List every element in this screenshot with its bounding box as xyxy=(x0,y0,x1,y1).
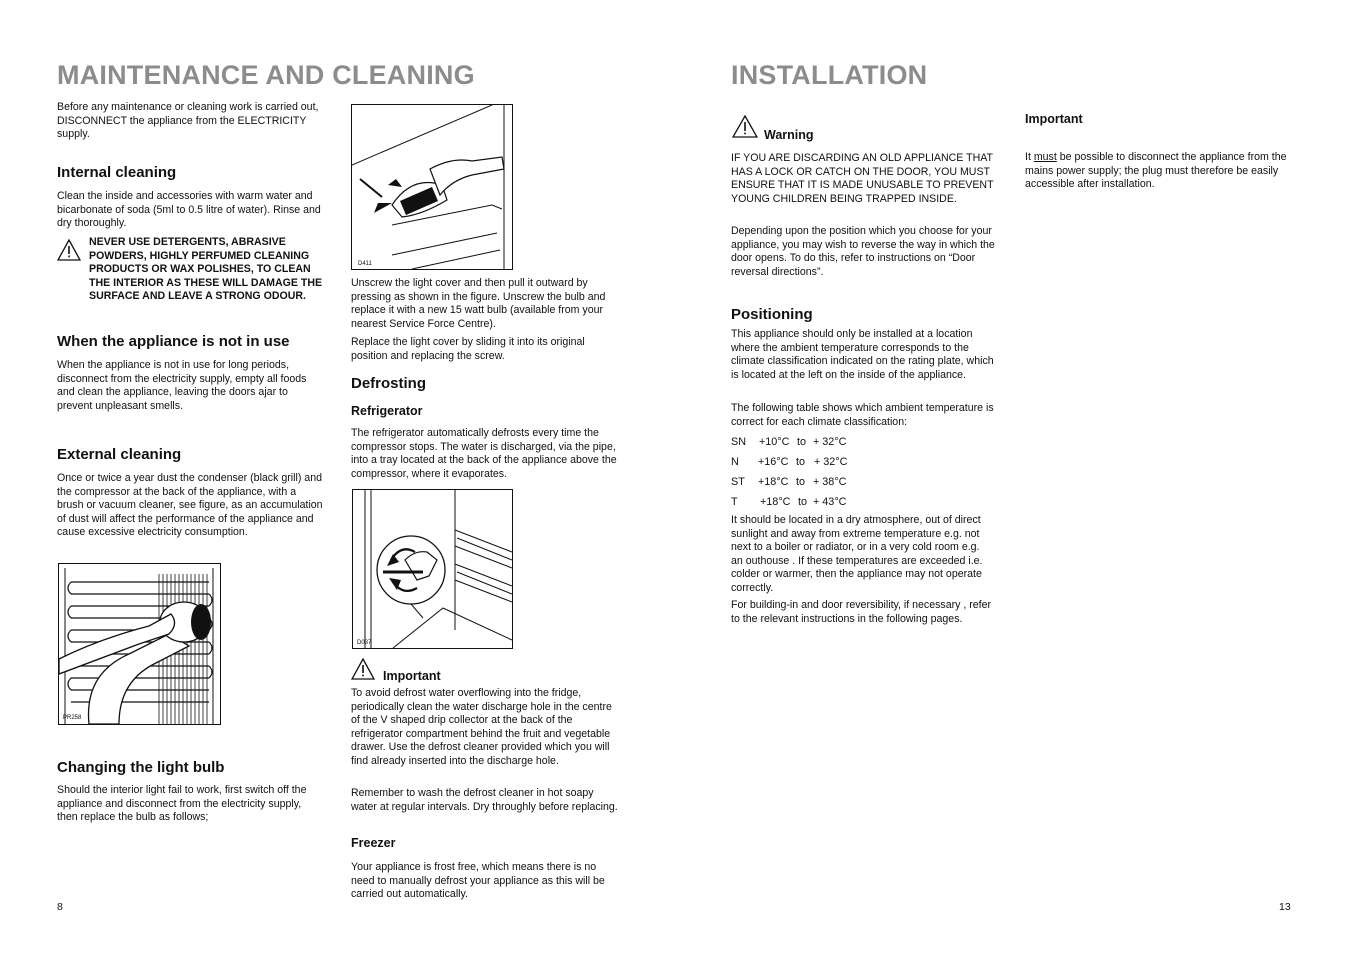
positioning-text-2: It should be located in a dry atmosphere, out of direct sunlight and away from extreme temperature e.g. not next to a boiler or radiator, or in a very cold room e.g. an outhouse . If these temperatures are exceeded i.e. colder or warmer, then the appliance may not operate correctly. xyxy=(731,514,983,594)
climate-class: T xyxy=(731,496,738,508)
external-cleaning-text: Once or twice a year dust the condenser (black grill) and the compressor at the back of the appliance, with a brush or vacuum cleaner, see figure, as an accumulation of dust will affect the performance of the appliance and cause excessive electricity consumption. xyxy=(57,472,323,539)
refrigerator-text: The refrigerator automatically defrosts every time the compressor stops. The water is discharged, via the pipe, into a tray located at the back of the appliance above the compressor, where it evaporates. xyxy=(351,427,617,480)
positioning-heading: Positioning xyxy=(731,306,813,323)
freezer-text: Your appliance is frost free, which means there is no need to manually defrost your appliance as this will be carried out automatically. xyxy=(351,861,605,901)
right-page-number: 13 xyxy=(1279,901,1291,913)
climate-class: N xyxy=(731,456,739,468)
refrigerator-heading: Refrigerator xyxy=(351,404,423,418)
installation-warning-text: IF YOU ARE DISCARDING AN OLD APPLIANCE THAT HAS A LOCK OR CATCH ON THE DOOR, YOU MUST ENSURE THAT IT IS MADE UNUSABLE TO PREVENT YOUNG CHILDREN BEING TRAPPED INSIDE. xyxy=(731,152,994,205)
climate-to: + 43°C xyxy=(813,496,847,508)
climate-to: + 32°C xyxy=(814,456,848,468)
climate-from: +18°C xyxy=(760,496,791,508)
climate-from: +16°C xyxy=(758,456,789,468)
not-in-use-heading: When the appliance is not in use xyxy=(57,333,290,350)
defrosting-heading: Defrosting xyxy=(351,375,426,392)
condenser-figure-code: PR258 xyxy=(63,715,82,721)
climate-class: ST xyxy=(731,476,745,488)
climate-class: SN xyxy=(731,436,746,448)
defrost-important-text: To avoid defrost water overflowing into the fridge, periodically clean the water discharge hole in the centre of the V shaped drip collector at the back of the refrigerator compartment behind the fruit and vegetable drawer. Use the defrost cleaner provided which you will find already inserted into the discharge hole. xyxy=(351,687,612,767)
positioning-text-3: For building-in and door reversibility, if necessary , refer to the relevant instructions in the following pages. xyxy=(731,599,992,625)
climate-to-word: to xyxy=(796,476,806,488)
internal-cleaning-text: Clean the inside and accessories with warm water and bicarbonate of soda (5ml to 0.5 litre of water). Rinse and dry thoroughly. xyxy=(57,190,321,230)
internal-cleaning-warning: NEVER USE DETERGENTS, ABRASIVE POWDERS, HIGHLY PERFUMED CLEANING PRODUCTS OR WAX POLISHES, TO CLEAN THE INTERIOR AS THESE WILL DAMAGE THE SURFACE AND LEAVE A STRONG ODOUR. xyxy=(89,236,323,303)
light-figure-code: D411 xyxy=(358,261,372,267)
positioning-text: This appliance should only be installed at a location where the ambient temperature corresponds to the climate classification indicated on the rating plate, which is located at the left on the inside of the appliance. xyxy=(731,328,994,381)
condenser-cleaning-figure xyxy=(58,563,221,725)
light-bulb-text-3: Replace the light cover by sliding it into its original position and replacing the screw. xyxy=(351,336,585,362)
freezer-heading: Freezer xyxy=(351,836,396,850)
not-in-use-text: When the appliance is not in use for long periods, disconnect from the electricity supply, empty all foods and clean the appliance, leaving the doors ajar to prevent unpleasant smells. xyxy=(57,359,307,412)
defrost-important-text-2: Remember to wash the defrost cleaner in hot soapy water at regular intervals. Dry throughly before replacing. xyxy=(351,787,618,813)
right-page-title: INSTALLATION xyxy=(731,60,928,90)
left-page-title: MAINTENANCE AND CLEANING xyxy=(57,60,475,90)
climate-from: +18°C xyxy=(758,476,789,488)
climate-to-word: to xyxy=(798,496,808,508)
warning-triangle-icon xyxy=(57,239,81,266)
important-triangle-icon xyxy=(351,658,375,685)
warning-triangle-icon-2 xyxy=(732,115,758,143)
climate-to: + 32°C xyxy=(813,436,847,448)
climate-to: + 38°C xyxy=(813,476,847,488)
installation-important-text: It must be possible to disconnect the appliance from the mains power supply; the plug must therefore be easily accessible after installation. xyxy=(1025,151,1287,191)
drip-figure-code: D037 xyxy=(357,640,372,646)
left-page-number: 8 xyxy=(57,901,63,913)
climate-to-word: to xyxy=(796,456,806,468)
defrost-important-label: Important xyxy=(383,669,441,683)
internal-cleaning-heading: Internal cleaning xyxy=(57,164,177,181)
climate-from: +10°C xyxy=(759,436,790,448)
intro-text: Before any maintenance or cleaning work is carried out, DISCONNECT the appliance from the ELECTRICITY supply. xyxy=(57,101,319,141)
door-reversal-text: Depending upon the position which you choose for your appliance, you may wish to reverse the way in which the door opens. To do this, refer to instructions on “Door reversal directions”. xyxy=(731,225,995,278)
light-bulb-text: Should the interior light fail to work, first switch off the appliance and disconnect from the electricity supply, then replace the bulb as follows; xyxy=(57,784,307,824)
drip-collector-figure xyxy=(352,489,513,649)
light-bulb-text-2: Unscrew the light cover and then pull it outward by pressing as shown in the figure. Unscrew the bulb and replace it with a new 15 watt bulb (available from your nearest Service Force Centre). xyxy=(351,277,606,330)
installation-important-heading: Important xyxy=(1025,112,1083,126)
installation-warning-label: Warning xyxy=(764,128,814,142)
light-cover-figure xyxy=(351,104,513,270)
light-bulb-heading: Changing the light bulb xyxy=(57,759,225,776)
positioning-table-intro: The following table shows which ambient temperature is correct for each climate classification: xyxy=(731,402,994,428)
climate-to-word: to xyxy=(797,436,807,448)
external-cleaning-heading: External cleaning xyxy=(57,446,182,463)
